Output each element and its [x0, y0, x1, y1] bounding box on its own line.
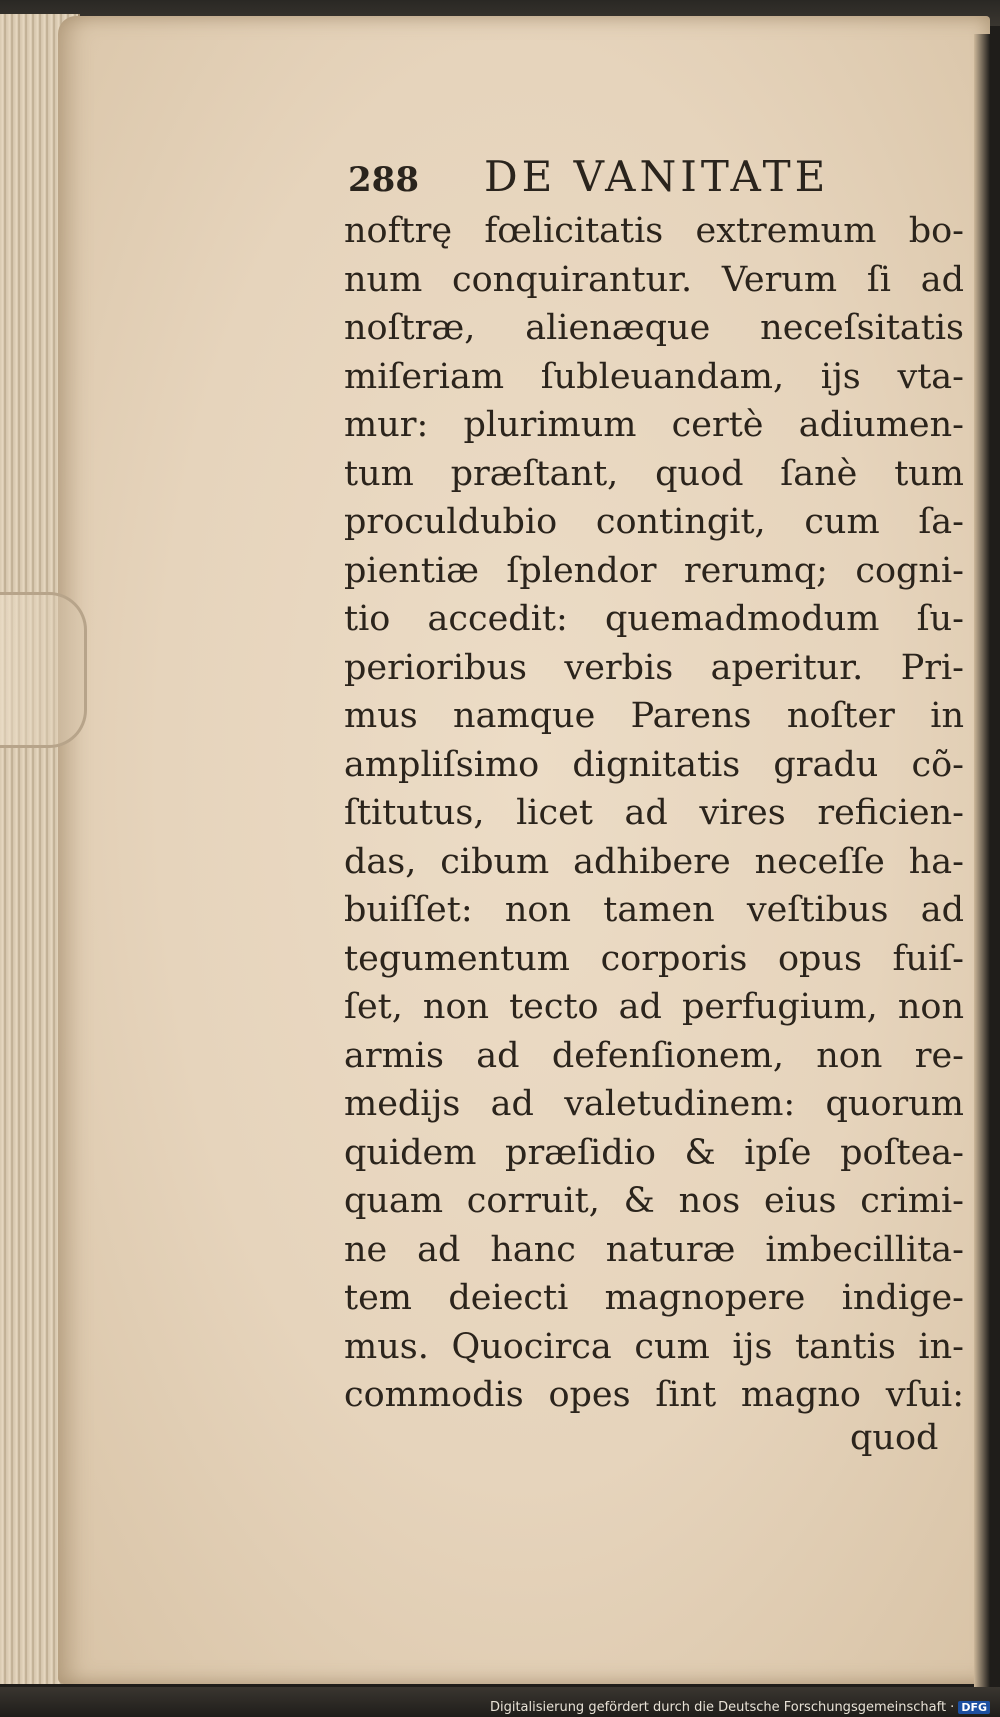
text-line: das, cibum adhibere neceſſe ha-: [344, 841, 964, 882]
page-number: 288: [348, 160, 419, 200]
body-text: [344, 207, 964, 1420]
text-line: buiſſet: non tamen veſtibus ad: [344, 890, 964, 930]
text-line: quam corruit, & nos eius crimi-: [344, 1181, 964, 1221]
dfg-logo: DFG: [958, 1701, 990, 1714]
text-line: num conquirantur. Verum ſi ad: [344, 259, 964, 300]
text-line: tum præſtant, quod ſanè tum: [344, 453, 964, 494]
text-line: proculdubio contingit, cum ſa-: [344, 502, 964, 542]
book-clasp: [0, 592, 87, 748]
text-line: ſet, non tecto ad perfugium, non: [344, 987, 964, 1027]
text-line: armis ad defenſionem, non re-: [344, 1035, 964, 1076]
text-line: tio accedit: quemadmodum ſu-: [344, 599, 964, 639]
text-line: tem deiecti magnopere indige-: [344, 1278, 964, 1318]
text-line: noftrę fœlicitatis extremum bo-: [344, 211, 964, 251]
text-line: tegumentum corporis opus fuiſ-: [344, 938, 964, 979]
footer-credit-text: Digitalisierung gefördert durch die Deutsche Forschungsgemeinschaft ·: [489, 1700, 955, 1715]
page-right-edge: [974, 34, 990, 1694]
text-line: ne ad hanc naturæ imbecillita-: [344, 1229, 964, 1270]
text-line: quidem præſidio & ipſe poſtea-: [344, 1132, 964, 1173]
text-line: ſtitutus, licet ad vires reficien-: [344, 793, 964, 833]
text-line: mur: plurimum certè adiumen-: [344, 405, 964, 445]
text-line: ampliſsimo dignitatis gradu cõ-: [344, 744, 964, 785]
page-header: [348, 152, 868, 204]
footer-credit: [490, 1700, 990, 1715]
text-line: mus namque Parens noſter in: [344, 696, 964, 736]
text-line: mus. Quocirca cum ijs tantis in-: [344, 1326, 964, 1367]
running-title: DE VANITATE: [484, 152, 830, 201]
text-line: miſeriam ſubleuandam, ijs vta-: [344, 356, 964, 397]
text-line: medijs ad valetudinem: quorum: [344, 1084, 964, 1124]
text-line: commodis opes ſint magno vſui:: [344, 1375, 964, 1415]
text-line: pientiæ ſplendor rerumq; cogni-: [344, 550, 964, 591]
catchword: quod: [850, 1418, 939, 1458]
text-line: perioribus verbis aperitur. Pri-: [344, 647, 964, 688]
text-line: noſtræ, alienæque neceſsitatis: [344, 308, 964, 348]
